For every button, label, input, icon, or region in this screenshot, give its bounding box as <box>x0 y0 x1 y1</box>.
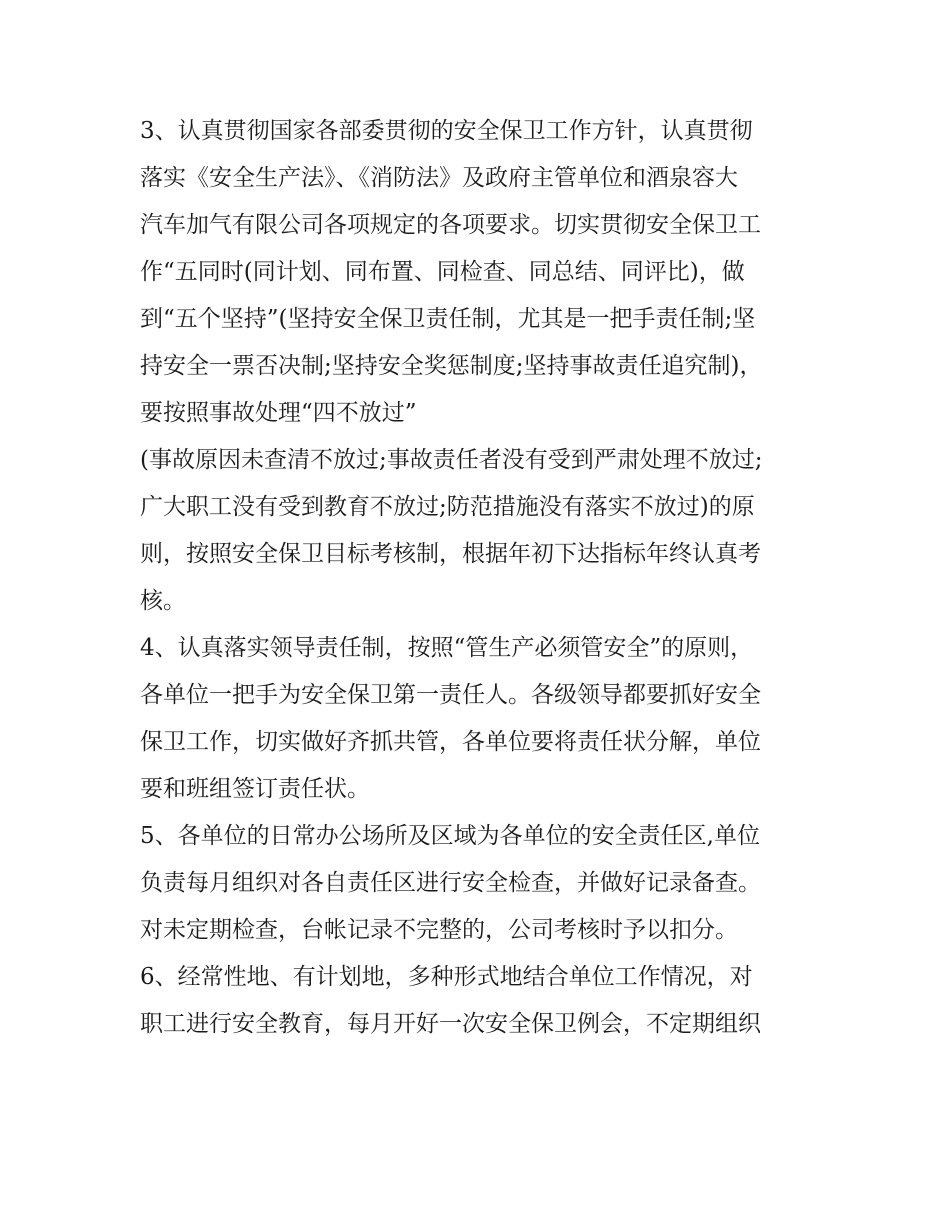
document-body <box>140 108 820 1048</box>
text-line: 则，按照安全保卫目标考核制，根据年初下达指标年终认真考 <box>140 541 761 567</box>
text-line: 汽车加气有限公司各项规定的各项要求。切实贯彻安全保卫工 <box>140 212 761 238</box>
text-line: 要按照事故处理“四不放过” <box>140 400 417 426</box>
text-line: (事故原因未查清不放过;事故责任者没有受到严肃处理不放过; <box>140 447 763 473</box>
text-line: 3、认真贯彻国家各部委贯彻的安全保卫工作方针，认真贯彻 <box>140 118 753 144</box>
text-line: 保卫工作，切实做好齐抓共管，各单位要将责任状分解，单位 <box>140 729 761 755</box>
text-line: 持安全一票否决制;坚持安全奖惩制度;坚持事故责任追究制)， <box>140 353 763 379</box>
text-line: 到“五个坚持”(坚持安全保卫责任制，尤其是一把手责任制;坚 <box>140 306 756 332</box>
text-line: 负责每月组织对各自责任区进行安全检查，并做好记录备查。 <box>140 870 761 896</box>
text-line: 4、认真落实领导责任制，按照“管生产必须管安全”的原则， <box>140 635 754 661</box>
text-line: 6、经常性地、有计划地，多种形式地结合单位工作情况，对 <box>140 964 753 990</box>
text-line: 要和班组签订责任状。 <box>140 776 370 802</box>
text-line: 各单位一把手为安全保卫第一责任人。各级领导都要抓好安全 <box>140 682 761 708</box>
text-line: 作“五同时(同计划、同布置、同检查、同总结、同评比)，做 <box>140 259 745 285</box>
text-line: 落实《安全生产法》、《消防法》及政府主管单位和酒泉容大 <box>140 165 738 191</box>
text-line: 对未定期检查，台帐记录不完整的，公司考核时予以扣分。 <box>140 917 738 943</box>
text-line: 广大职工没有受到教育不放过;防范措施没有落实不放过)的原 <box>140 494 755 520</box>
text-line: 职工进行安全教育，每月开好一次安全保卫例会，不定期组织 <box>140 1011 761 1037</box>
text-line: 5、各单位的日常办公场所及区域为各单位的安全责任区,单位 <box>140 823 760 849</box>
text-line: 核。 <box>140 588 186 614</box>
